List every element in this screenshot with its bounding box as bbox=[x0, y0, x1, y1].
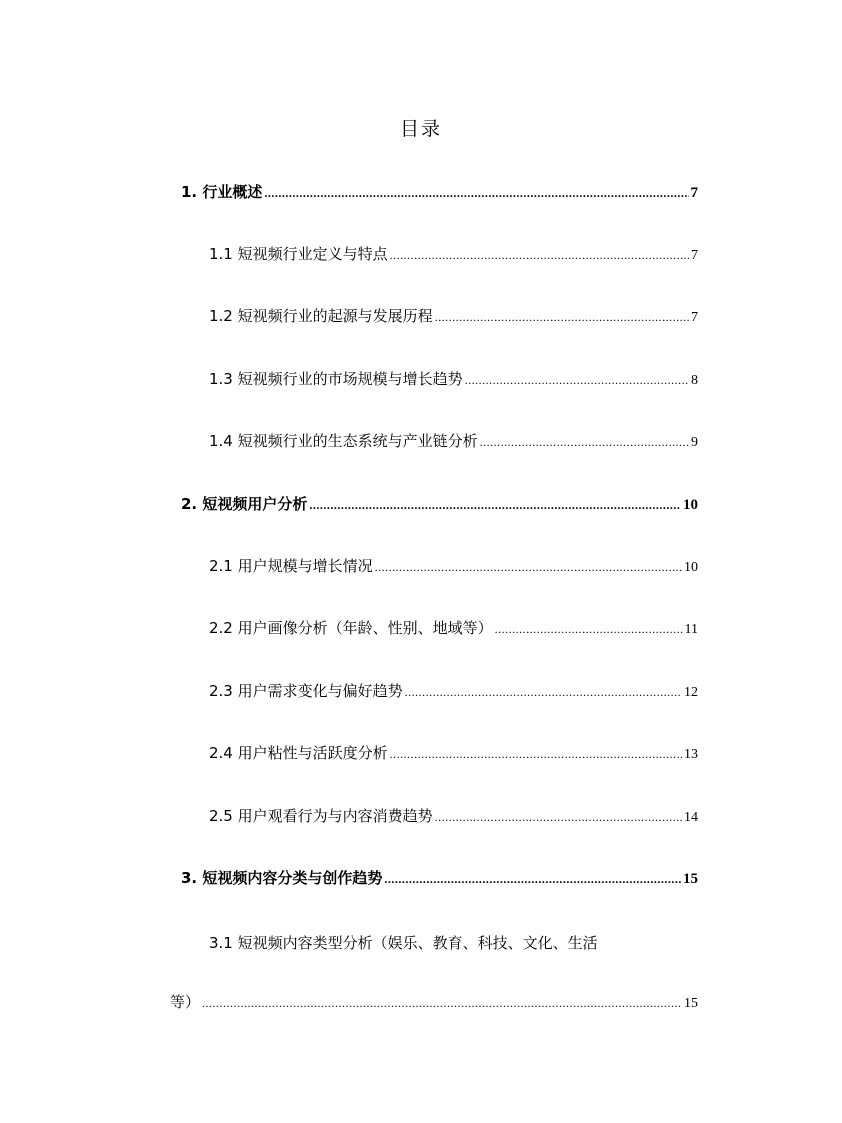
toc-entry-page: 10 bbox=[684, 560, 698, 575]
dot-leader bbox=[435, 810, 682, 825]
toc-entry-1-2[interactable] bbox=[209, 305, 698, 326]
toc-entry-label: 1.2 短视频行业的起源与发展历程 bbox=[209, 307, 433, 325]
toc-entry-1-3[interactable] bbox=[209, 368, 698, 389]
toc-entry-2[interactable] bbox=[181, 493, 698, 514]
dot-leader bbox=[390, 248, 689, 263]
toc-entry-label: 1.1 短视频行业定义与特点 bbox=[209, 245, 388, 263]
dot-leader bbox=[465, 373, 689, 388]
dot-leader bbox=[375, 560, 682, 575]
toc-entry-label: 1.4 短视频行业的生态系统与产业链分析 bbox=[209, 432, 478, 450]
toc-entry-page: 13 bbox=[684, 747, 698, 762]
toc-entry-label: 1. 行业概述 bbox=[181, 183, 263, 201]
toc-entry-page: 7 bbox=[691, 248, 698, 263]
toc-entry-page: 15 bbox=[684, 996, 698, 1011]
dot-leader bbox=[390, 747, 682, 762]
dot-leader bbox=[384, 872, 681, 887]
toc-entry-label: 1.3 短视频行业的市场规模与增长趋势 bbox=[209, 370, 463, 388]
toc-entry-1-1[interactable] bbox=[209, 243, 698, 264]
toc-entry-2-3[interactable] bbox=[209, 680, 698, 701]
toc-entry-3[interactable] bbox=[181, 867, 698, 888]
toc-entry-2-5[interactable] bbox=[209, 805, 698, 826]
dot-leader bbox=[495, 622, 683, 637]
toc-entry-page: 7 bbox=[690, 185, 698, 201]
toc-entry-page: 11 bbox=[684, 622, 698, 637]
toc-entry-label: 等） bbox=[170, 993, 201, 1011]
toc-entry-page: 10 bbox=[683, 497, 698, 513]
toc-entry-2-2[interactable] bbox=[209, 617, 698, 638]
toc-entry-3-1-line2[interactable] bbox=[170, 991, 698, 1012]
toc-entry-label: 2.3 用户需求变化与偏好趋势 bbox=[209, 682, 403, 700]
toc-entry-label: 2.2 用户画像分析（年龄、性别、地域等） bbox=[209, 619, 493, 637]
toc-entry-3-1-line1[interactable]: 3.1 短视频内容类型分析（娱乐、教育、科技、文化、生活 bbox=[209, 934, 598, 952]
toc-entry-page: 7 bbox=[691, 310, 698, 325]
toc-entry-label: 2.4 用户粘性与活跃度分析 bbox=[209, 744, 388, 762]
dot-leader bbox=[480, 435, 689, 450]
toc-entry-label: 2. 短视频用户分析 bbox=[181, 495, 308, 513]
toc-entry-label: 2.5 用户观看行为与内容消费趋势 bbox=[209, 807, 433, 825]
toc-entry-1[interactable] bbox=[181, 181, 698, 202]
toc-entry-page: 9 bbox=[691, 435, 698, 450]
toc-entry-1-4[interactable] bbox=[209, 430, 698, 451]
toc-entry-label: 3. 短视频内容分类与创作趋势 bbox=[181, 869, 383, 887]
toc-entry-2-4[interactable] bbox=[209, 742, 698, 763]
toc-entry-page: 15 bbox=[683, 871, 698, 887]
dot-leader bbox=[435, 310, 689, 325]
toc-entry-page: 8 bbox=[691, 373, 698, 388]
toc-title: 目录 bbox=[399, 118, 442, 140]
toc-entry-label: 2.1 用户规模与增长情况 bbox=[209, 557, 373, 575]
dot-leader bbox=[264, 186, 688, 201]
dot-leader bbox=[309, 498, 681, 513]
toc-entry-page: 14 bbox=[684, 810, 698, 825]
dot-leader bbox=[405, 685, 682, 700]
toc-entry-page: 12 bbox=[684, 685, 698, 700]
toc-entry-2-1[interactable] bbox=[209, 555, 698, 576]
dot-leader bbox=[202, 996, 682, 1011]
